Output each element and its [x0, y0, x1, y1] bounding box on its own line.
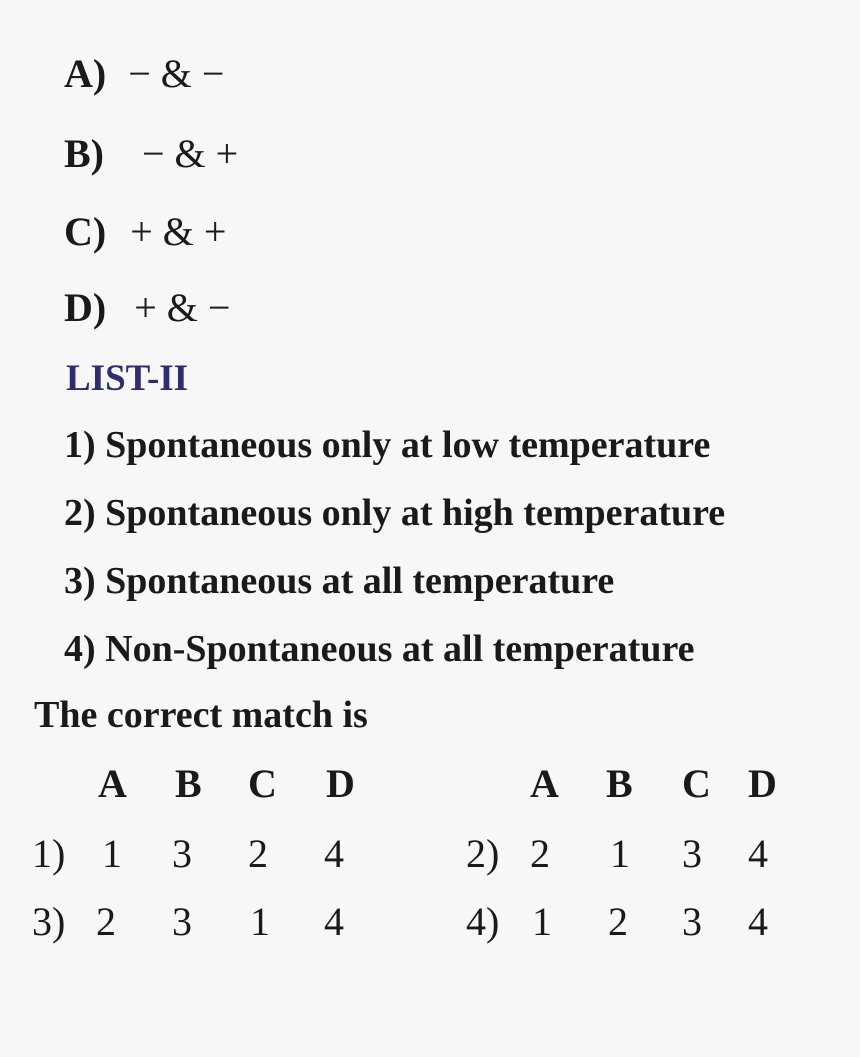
list-one-item-d: [64, 285, 231, 330]
answer-value: 3: [682, 899, 702, 944]
list-two-item: 4) Non-Spontaneous at all temperature: [64, 628, 695, 670]
answer-value: 4: [324, 831, 344, 876]
column-header: B: [175, 761, 202, 806]
column-header: A: [98, 761, 127, 806]
list-one-sign: + & −: [134, 285, 231, 330]
column-header: C: [682, 761, 711, 806]
list-one-item-b: [64, 131, 239, 176]
answer-value: 3: [682, 831, 702, 876]
list-two-item: 3) Spontaneous at all temperature: [64, 560, 615, 602]
question-text: The correct match is: [34, 694, 368, 736]
list-one-sign: − & +: [142, 131, 239, 176]
answer-value: 1: [532, 899, 552, 944]
list-one-letter: C): [64, 209, 107, 254]
list-one-letter: A): [64, 51, 107, 96]
column-header: D: [748, 761, 777, 806]
answer-value: 1: [250, 899, 270, 944]
answer-value: 4: [748, 899, 768, 944]
list-one-item-c: [64, 209, 227, 254]
list-one-sign: − & −: [128, 51, 225, 96]
answer-value: 4: [324, 899, 344, 944]
answer-value: 2: [608, 899, 628, 944]
answer-value: 1: [102, 831, 122, 876]
answer-value: 2: [96, 899, 116, 944]
answer-value: 2: [530, 831, 550, 876]
answer-option-label: 1): [32, 831, 66, 876]
list-one-letter: D): [64, 285, 107, 330]
answer-option-label: 2): [466, 831, 500, 876]
column-header: D: [326, 761, 355, 806]
answer-option-label: 3): [32, 899, 66, 944]
list-one-item-a: [64, 51, 225, 96]
answer-value: 3: [172, 899, 192, 944]
list-two-item: 1) Spontaneous only at low temperature: [64, 424, 711, 466]
answer-value: 2: [248, 831, 268, 876]
column-header: B: [606, 761, 633, 806]
list-one-letter: B): [64, 131, 104, 176]
answer-value: 1: [610, 831, 630, 876]
list-two-heading: LIST-II: [66, 358, 189, 399]
column-header: A: [530, 761, 559, 806]
answer-option-label: 4): [466, 899, 500, 944]
column-header: C: [248, 761, 277, 806]
answer-value: 4: [748, 831, 768, 876]
list-one-sign: + & +: [130, 209, 227, 254]
answer-value: 3: [172, 831, 192, 876]
list-two-item: 2) Spontaneous only at high temperature: [64, 492, 726, 534]
